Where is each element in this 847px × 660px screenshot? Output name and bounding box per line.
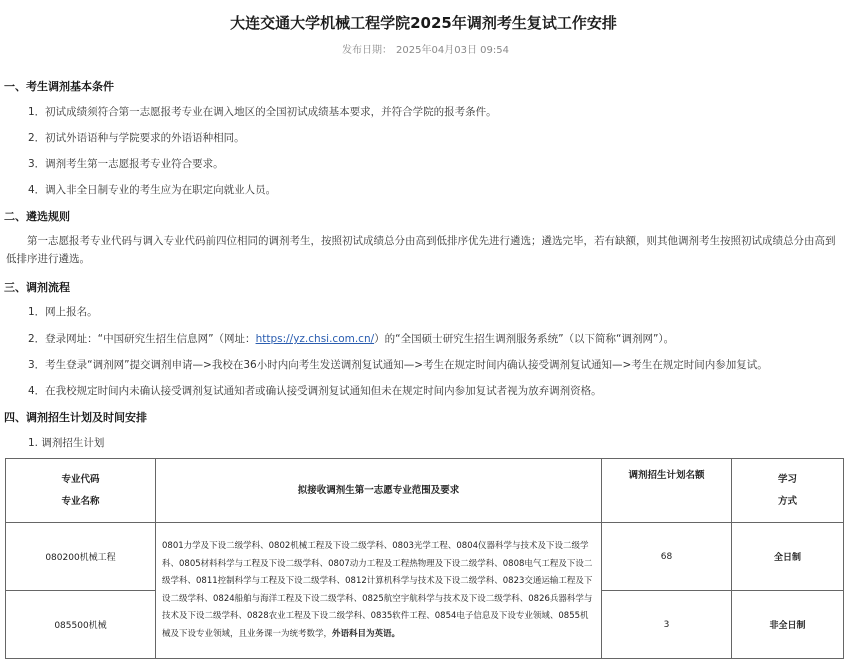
row-code-name: 085500机械 bbox=[6, 591, 156, 659]
header-code bbox=[6, 459, 156, 523]
section-heading-process: 三、调剂流程 bbox=[4, 281, 70, 294]
chsi-link[interactable]: https://yz.chsi.com.cn/ bbox=[255, 333, 375, 345]
process-item-1: 1．网上报名。 bbox=[28, 306, 98, 318]
condition-item-4: 4．调入非全日制专业的考生应为在职定向就业人员。 bbox=[28, 184, 277, 196]
row-mode: 全日制 bbox=[732, 523, 844, 591]
plan-subheading: 1. 调剂招生计划 bbox=[28, 437, 105, 449]
condition-item-3: 3．调剂考生第一志愿报考专业符合要求。 bbox=[28, 158, 224, 170]
section-heading-selection-rules: 二、遴选规则 bbox=[4, 210, 70, 223]
header-code-line2: 专业名称 bbox=[61, 495, 100, 507]
plan-table bbox=[5, 458, 844, 659]
process-item-2-suffix: ）的“全国硕士研究生招生调剂服务系统”（以下简称“调剂网”）。 bbox=[374, 333, 675, 345]
publish-date-label: 发布日期： bbox=[342, 45, 393, 56]
header-mode-line2: 方式 bbox=[777, 495, 797, 507]
row-mode: 非全日制 bbox=[732, 591, 844, 659]
process-item-4: 4．在我校规定时间内未确认接受调剂复试通知者或确认接受调剂复试通知但未在规定时间内参加复试者视为放弃调剂资格。 bbox=[28, 385, 602, 397]
header-code-line1: 专业代码 bbox=[61, 473, 100, 485]
section-heading-conditions: 一、考生调剂基本条件 bbox=[4, 80, 114, 93]
scope-cell bbox=[156, 523, 602, 659]
header-quota: 调剂招生计划名额 bbox=[602, 459, 732, 523]
row-quota: 3 bbox=[602, 591, 732, 659]
scope-language-requirement: 外语科目为英语。 bbox=[332, 628, 401, 639]
header-mode bbox=[732, 459, 844, 523]
table-row bbox=[6, 523, 844, 591]
process-item-3: 3．考生登录“调剂网”提交调剂申请—>我校在36小时内向考生发送调剂复试通知—>考生在规定时间内确认接受调剂复试通知—>考生在规定时间内参加复试。 bbox=[28, 359, 768, 371]
section-heading-plan: 四、调剂招生计划及时间安排 bbox=[4, 411, 147, 424]
scope-text: 0801力学及下设二级学科、0802机械工程及下设二级学科、0803光学工程、0804仪器科学与技术及下设二级学科、0805材料科学与工程及下设二级学科、0807动力工程及工程热物理及下设二级学科、0808电气工程及下设二级学科、0811控制科学与工程及下设二级学科、0812计算机科学与技术及下设二级学科、0823交通运输工程及下设二级学科、0824船舶与海洋工程及下设二级学科、0825航空宇航科学与技术及下设二级学科、0826兵器科学与技术及下设二级学科、0828农业工程及下设二级学科、0835软件工程、0854电子信息及下设专业领域、0855机械及下设专业领域，且业务课一为统考数学， bbox=[162, 541, 593, 639]
header-scope: 拟接收调剂生第一志愿专业范围及要求 bbox=[156, 459, 602, 523]
selection-rules-paragraph: 第一志愿报考专业代码与调入专业代码前四位相同的调剂考生，按照初试成绩总分由高到低排序优先进行遴选；遴选完毕，若有缺额，则其他调剂考生按照初试成绩总分由高到低排序进行遴选。 bbox=[6, 235, 836, 265]
process-item-2 bbox=[28, 331, 674, 346]
page-title: 大连交通大学机械工程学院2025年调剂考生复试工作安排 bbox=[230, 14, 617, 32]
condition-item-1: 1．初试成绩须符合第一志愿报考专业在调入地区的全国初试成绩基本要求，并符合学院的报考条件。 bbox=[28, 106, 497, 118]
table-header-row bbox=[6, 459, 844, 523]
publish-date-value: 2025年04月03日 09:54 bbox=[396, 45, 509, 56]
header-mode-line1: 学习 bbox=[777, 473, 797, 485]
condition-item-2: 2．初试外语语种与学院要求的外语语种相同。 bbox=[28, 132, 245, 144]
process-item-2-text: 2．登录网址：“中国研究生招生信息网”（网址： bbox=[28, 333, 256, 345]
row-quota: 68 bbox=[602, 523, 732, 591]
publish-date bbox=[0, 41, 847, 56]
row-code-name: 080200机械工程 bbox=[6, 523, 156, 591]
